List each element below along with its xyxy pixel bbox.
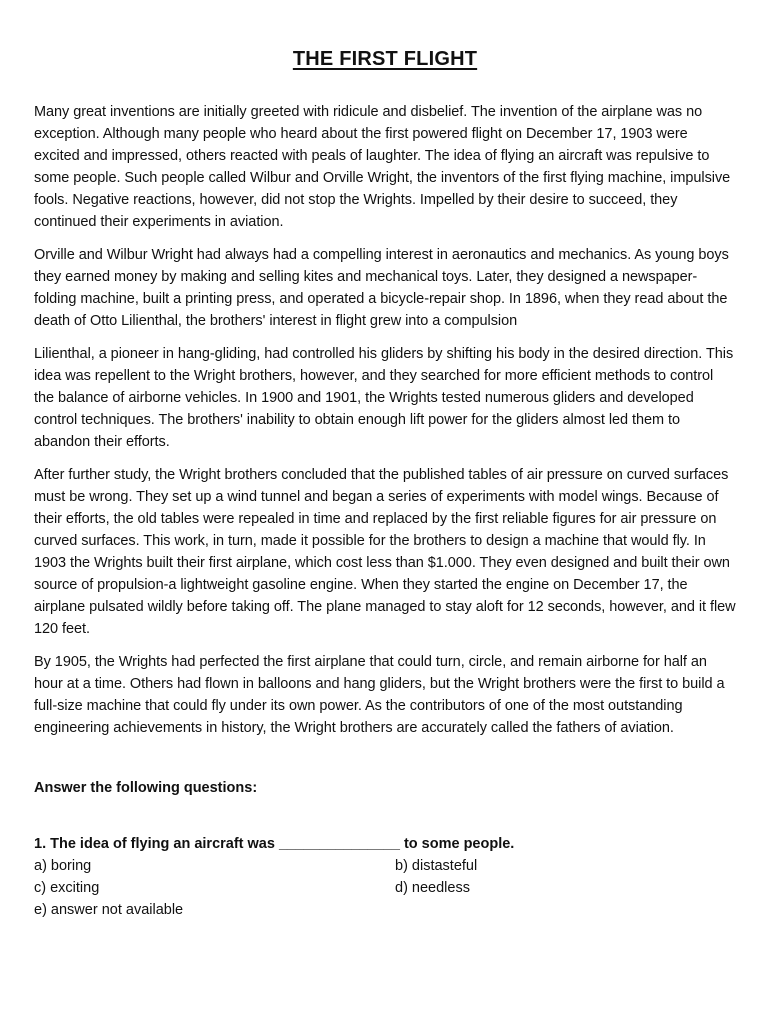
paragraph-1: Many great inventions are initially greeted with ridicule and disbelief. The invention of the airplane was no exception. Although many people who heard about the first powered flight on December 17, 1903 were excited and impressed, others reacted with peals of laughter. The idea of flying an aircraft was repulsive to some people. Such people called Wilbur and Orville Wright, the inventors of the first flying machine, impulsive fools. Negative reactions, however, did not stop the Wrights. Impelled by their desire to succeed, they continued their experiments in aviation.	[34, 104, 731, 230]
paragraph-3: Lilienthal, a pioneer in hang-gliding, had controlled his gliders by shifting his body in the desired direction. This idea was repellent to the Wright brothers, however, and they searched for more efficient methods to control the balance of airborne vehicles. In 1900 and 1901, the Wrights tested numerous gliders and developed control techniques. The brothers' inability to obtain enough lift power for the gliders almost led them to abandon their efforts.	[34, 346, 734, 450]
option-a: a) boring	[34, 858, 92, 874]
paragraph-2: Orville and Wilbur Wright had always had a compelling interest in aeronautics and mechanics. As young boys they earned money by making and selling kites and mechanical toys. Later, they designed a newspaper-folding machine, built a printing press, and operated a bicycle-repair shop. In 1896, when they read about the death of Otto Lilienthal, the brothers' interest in flight grew into a compulsion	[34, 247, 729, 329]
paragraph-5: By 1905, the Wrights had perfected the first airplane that could turn, circle, and remain airborne for half an hour at a time. Others had flown in balloons and hang gliders, but the Wright brothers were the first to build a full-size machine that could fly under its own power. As the contributors of one of the most outstanding engineering achievements in history, the Wright brothers are accurately called the fathers of aviation.	[34, 654, 725, 736]
document-page	[34, 48, 736, 921]
option-b: b) distasteful	[395, 858, 478, 874]
questions-heading: Answer the following questions:	[34, 780, 258, 796]
question-1-options	[34, 855, 736, 921]
paragraph-4: After further study, the Wright brothers concluded that the published tables of air pressure on curved surfaces must be wrong. They set up a wind tunnel and began a series of experiments with model wings. Because of their efforts, the old tables were repealed in time and replaced by the first reliable figures for air pressure on curved surfaces. This work, in turn, made it possible for the brothers to design a machine that would fly. In 1903 the Wrights built their first airplane, which cost less than $1.000. They even designed and built their own source of propulsion-a lightweight gasoline engine. When they started the engine on December 17, the airplane pulsated wildly before taking off. The plane managed to stay aloft for 12 seconds, however, and it flew 120 feet.	[34, 467, 736, 637]
option-c: c) exciting	[34, 880, 100, 896]
document-title: THE FIRST FLIGHT	[292, 48, 478, 70]
option-e: e) answer not available	[34, 902, 184, 918]
option-d: d) needless	[395, 880, 470, 896]
question-1-stem: 1. The idea of flying an aircraft was _______________ to some people.	[34, 836, 515, 852]
question-1	[34, 833, 736, 921]
